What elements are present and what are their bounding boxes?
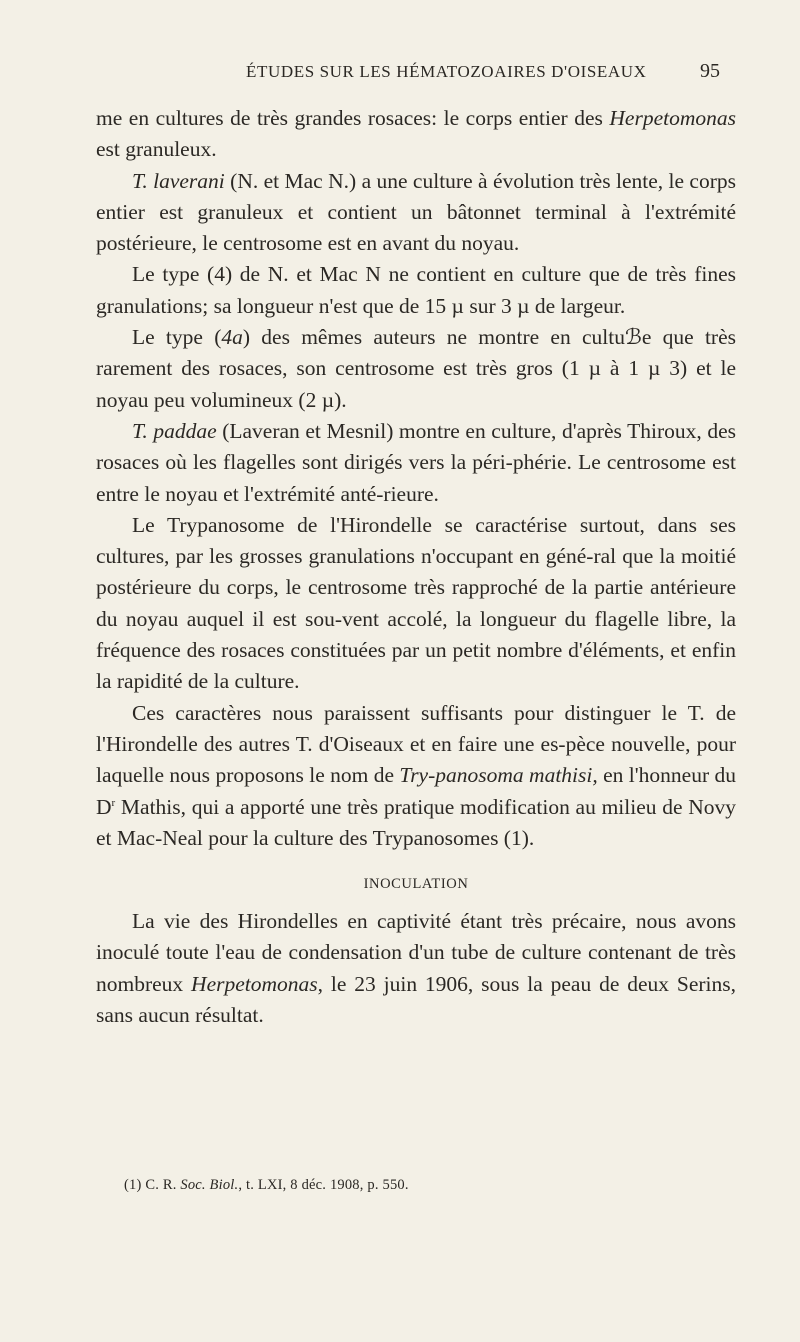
paragraph-t-paddae: T. paddae (Laveran et Mesnil) montre en culture, d'après Thiroux, des rosaces où les flagelles sont dirigés vers la péri-phérie. Le centrosome est entre le noyau et l'extrémité anté-rieure. (96, 418, 737, 506)
paragraph-inoculation: La vie des Hirondelles en captivité étant très précaire, nous avons inoculé toute l'eau de condensation d'un tube de culture contenant de très nombreux Herpetomonas, le 23 juin 1906, sous la peau de deux Serins, sans aucun résultat. (96, 909, 736, 1028)
paragraph-hirondelle: Le Trypanosome de l'Hirondelle se caractérise surtout, dans ses cultures, par les grosses granulations n'occupant en géné-ral que la moitié postérieure du corps, le centrosome très rapproché de la partie antérieure du noyau auquel il est sou-vent accolé, la longueur du flagelle libre, la fréquence des rosaces constituées par un petit nombre d'éléments, et enfin la rapidité de la culture. (96, 512, 736, 694)
paragraph-type-4a: Le type (4a) des mêmes auteurs ne montre en cultuℬe que très rarement des rosaces, son centrosome est très gros (1 µ à 1 µ 3) et le noyau peu volumineux (2 µ). (96, 325, 736, 412)
paragraph-continuation: me en cultures de très grandes rosaces: le corps entier des Herpetomonas est granuleux. (96, 106, 736, 162)
paragraph-type-4: Le type (4) de N. et Mac N ne contient en culture que de très fines granulations; sa longueur n'est que de 15 µ sur 3 µ de largeur. (96, 262, 736, 318)
paragraph-t-laverani: T. laverani (N. et Mac N.) a une culture à évolution très lente, le corps entier est granuleux et contient un bâtonnet terminal à l'extrémité postérieure, le centrosome est en avant du noyau. (96, 168, 736, 256)
text-body (96, 103, 736, 1031)
footnote: (1) C. R. Soc. Biol., t. LXI, 8 déc. 1908, p. 550. (124, 1177, 409, 1193)
page-number: 95 (700, 60, 720, 82)
paragraph-new-species: Ces caractères nous paraissent suffisants pour distinguer le T. de l'Hirondelle des autres T. d'Oiseaux et en faire une es-pèce nouvelle, pour laquelle nous proposons le nom de Try-panosoma mathisi, en l'honneur du $D^r$ Mathis, qui a apporté une très pratique modification au milieu de Novy et Mac-Neal pour la culture des Trypanosomes (1). (96, 700, 736, 850)
running-head: ÉTUDES SUR LES HÉMATOZOAIRES D'OISEAUX (246, 62, 647, 81)
section-heading: INOCULATION (363, 876, 469, 893)
page-header (246, 62, 720, 96)
